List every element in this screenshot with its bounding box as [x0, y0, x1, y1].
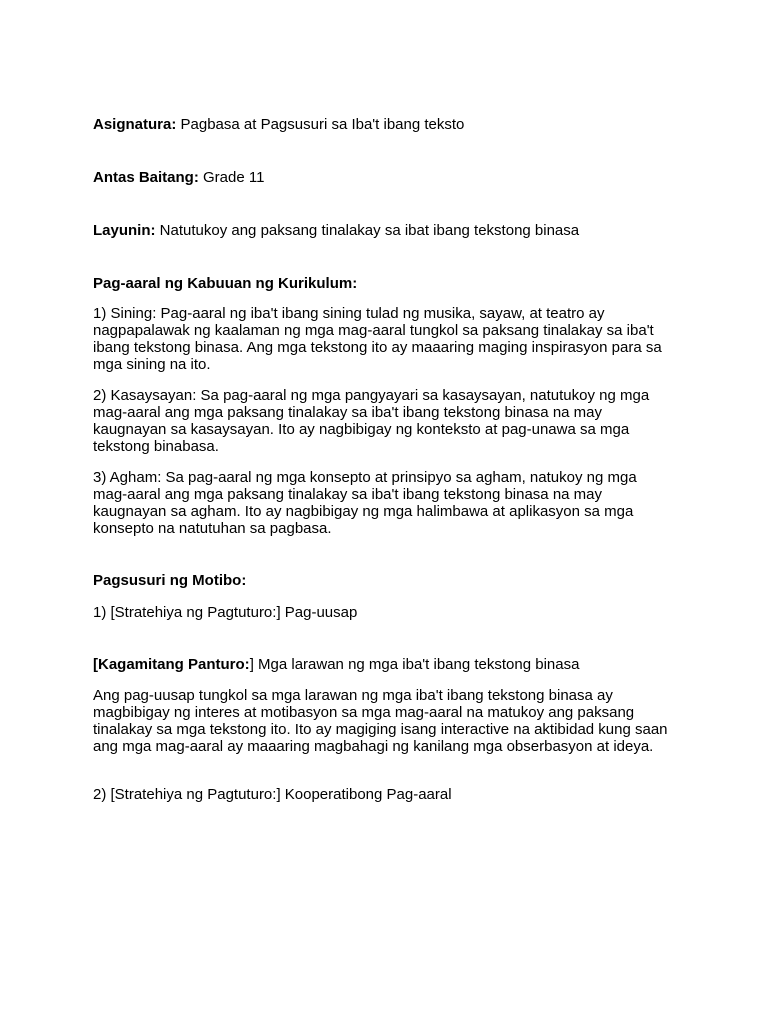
antas-value: Grade 11: [198, 169, 265, 186]
motibo-heading: Pagsusuri ng Motibo:: [93, 572, 247, 589]
strategy-1: 1) [Stratehiya ng Pagtuturo:] Pag-uusap: [93, 604, 358, 621]
layunin-value: Natutukoy ang paksang tinalakay sa ibat ibang tekstong binasa: [155, 222, 580, 239]
kurikulum-item-agham: 3) Agham: Sa pag-aaral ng mga konsepto at prinsipyo sa agham, natukoy ng mga mag-aaral ang mga paksang tinalakay sa iba't ibang tekstong binasa na may kaugnayan sa agham. Ito ay nagbibigay ng mga halimbawa at aplikasyon sa mga konsepto na natutuhan sa pagbasa.: [93, 469, 637, 537]
kagamitan-value: ] Mga larawan ng mga iba't ibang tekstong binasa: [249, 656, 580, 673]
motibo-paragraph: Ang pag-uusap tungkol sa mga larawan ng mga iba't ibang tekstong binasa ay magbibigay ng interes at motibasyon sa mga mag-aaral na matukoy ang paksang tinalakay sa mga tekstong ito. Ito ay magiging isang interactive na aktibidad kung saan ang mga mag-aaral ay maaaring magbahagi ng kanilang mga obserbasyon at ideya.: [93, 687, 668, 755]
asignatura-label: Asignatura:: [93, 116, 177, 133]
asignatura-field: [93, 116, 464, 133]
kagamitan-field: [93, 656, 579, 673]
layunin-label: Layunin:: [93, 222, 156, 239]
kagamitan-label: [Kagamitang Panturo:: [93, 656, 250, 673]
layunin-field: [93, 222, 693, 239]
kurikulum-item-kasaysayan: 2) Kasaysayan: Sa pag-aaral ng mga pangyayari sa kasaysayan, natutukoy ng mga mag-aaral ang mga paksang tinalakay sa iba't ibang tekstong binasa na may kaugnayan sa kasaysayan. Ito ay nagbibigay ng konteksto at pag-unawa sa mga tekstong binabasa.: [93, 387, 650, 455]
kurikulum-item-sining: 1) Sining: Pag-aaral ng iba't ibang sining tulad ng musika, sayaw, at teatro ay nagpapalawak ng kaalaman ng mga mag-aaral tungkol sa paksang tinalakay sa iba't ibang tekstong binasa. Ang mga tekstong ito ay maaaring maging inspirasyon para sa mga sining na ito.: [93, 305, 662, 373]
asignatura-value: Pagbasa at Pagsusuri sa Iba't ibang teksto: [176, 116, 465, 133]
kurikulum-heading: Pag-aaral ng Kabuuan ng Kurikulum:: [93, 275, 358, 292]
strategy-2: 2) [Stratehiya ng Pagtuturo:] Kooperatibong Pag-aaral: [93, 786, 452, 803]
antas-label: Antas Baitang:: [93, 169, 199, 186]
antas-field: [93, 169, 264, 186]
